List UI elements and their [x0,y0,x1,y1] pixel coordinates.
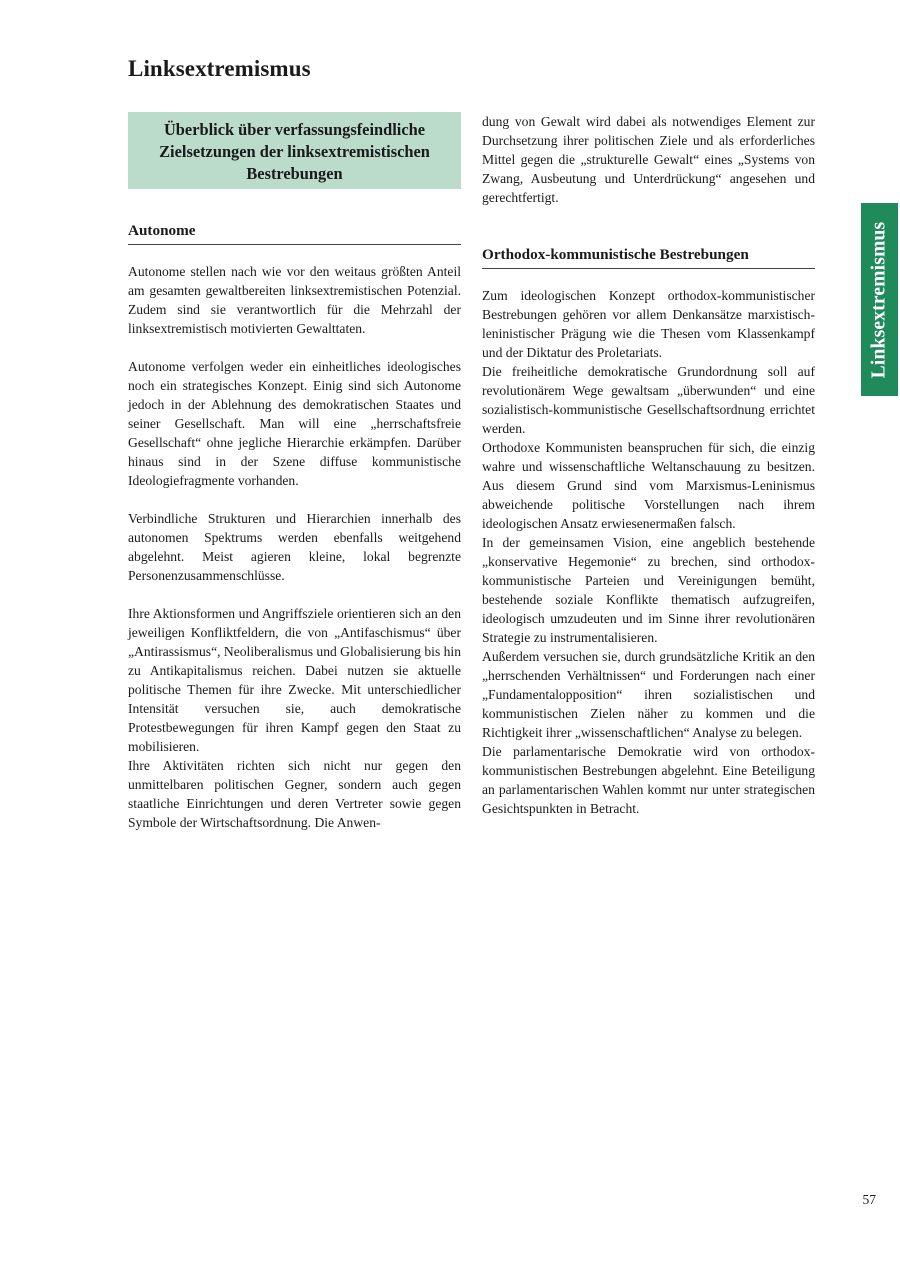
chapter-side-tab [861,203,898,396]
paragraph: Autonome stellen nach wie vor den weitaus größten Anteil am gesamten gewaltbereiten linksextremistischen Potenzial. Zudem sind sie verantwortlich für die Mehrzahl der linksextremistisch motivierten Gewalttaten. [128,264,461,336]
paragraph: Die freiheitliche demokratische Grundordnung soll auf revolutionärem Wege gewaltsam „überwunden“ und eine sozialistisch-kommunistische Gesellschaftsordnung errichtet werden. [482,364,815,436]
page-title: Linksextremismus [128,56,311,81]
paragraph: Verbindliche Strukturen und Hierarchien innerhalb des autonomen Spektrums werden ebenfalls weitgehend abgelehnt. Meist agieren kleine, lokal begrenzte Personenzusammenschlüsse. [128,511,461,583]
paragraph: Die parlamentarische Demokratie wird von orthodox-kommunistischen Bestrebungen abgelehnt. Eine Beteiligung an parlamentarischen Wahlen kommt nur unter strategischen Gesichtspunkten in Betracht. [482,744,815,816]
section-heading-autonome: Autonome [128,221,461,245]
paragraph: Ihre Aktivitäten richten sich nicht nur gegen den unmittelbaren politischen Gegner, sondern auch gegen staatliche Einrichtungen und deren Vertreter sowie gegen Symbole der Wirtschaftsordnung. Die Anwen- [128,758,461,830]
paragraph: Außerdem versuchen sie, durch grundsätzliche Kritik an den „herrschenden Verhältnissen“ und Forderungen nach einer „Fundamentalopposition“ ihren sozialistischen und kommunistischen Zielen näher zu kommen und die Richtigkeit ihrer „wissenschaftlichen“ Analyse zu belegen. [482,649,815,740]
paragraph: In der gemeinsamen Vision, eine angeblich bestehende „konservative Hegemonie“ zu brechen, sind orthodox-kommunistische Parteien und Vereinigungen bemüht, bestehende soziale Konflikte thematisch aufzugreifen, ideologisch umzudeuten und im Sinne ihrer revolutionären Strategie zu instrumentalisieren. [482,535,815,645]
left-column [128,112,461,832]
side-tab-label: Linksextremismus [868,221,890,378]
paragraph: Zum ideologischen Konzept orthodox-kommunistischer Bestrebungen gehören vor allem Denkansätze marxistisch-leninistischer Prägung wie die Thesen vom Klassenkampf und der Diktatur des Proletariats. [482,288,815,360]
paragraph-continuation: dung von Gewalt wird dabei als notwendiges Element zur Durchsetzung ihrer politischen Ziele und als erforderliches Mittel gegen die „strukturelle Gewalt“ eines „Systems von Zwang, Ausbeutung und Unterdrückung“ angesehen und gerechtfertigt. [482,114,815,205]
overview-box: Überblick über verfassungsfeindliche Zielsetzungen der linksextremistischen Bestrebungen [128,112,461,189]
right-column [482,112,815,818]
section-heading-orthodox-kommunistisch: Orthodox-kommunistische Bestrebungen [482,245,815,269]
paragraph: Autonome verfolgen weder ein einheitliches ideologisches noch ein strategisches Konzept. Einig sind sich Autonome jedoch in der Ablehnung des demokratischen Staates und seiner Gesellschaft. Man will eine „herrschaftsfreie Gesellschaft“ ohne jegliche Hierarchie erkämpfen. Darüber hinaus sind in der Szene diffuse kommunistische Ideologiefragmente vorhanden. [128,359,461,488]
paragraph: Orthodoxe Kommunisten beanspruchen für sich, die einzig wahre und wissenschaftliche Weltanschauung zu besitzen. Aus diesem Grund sind vom Marxismus-Leninismus abweichende politische Vorstellungen nach ihrem ideologischen Ansatz erwiesenermaßen falsch. [482,440,815,531]
page-number: 57 [862,1192,876,1207]
paragraph: Ihre Aktionsformen und Angriffsziele orientieren sich an den jeweiligen Konfliktfeldern, die von „Antifaschismus“ über „Antirassismus“, Neoliberalismus und Globalisierung bis hin zu Antikapitalismus reichen. Dabei nutzen sie aktuelle politische Themen für ihre Zwecke. Mit unterschiedlicher Intensität versuchen sie, auch demokratische Protestbewegungen für ihren Kampf gegen den Staat zu mobilisieren. [128,606,462,754]
